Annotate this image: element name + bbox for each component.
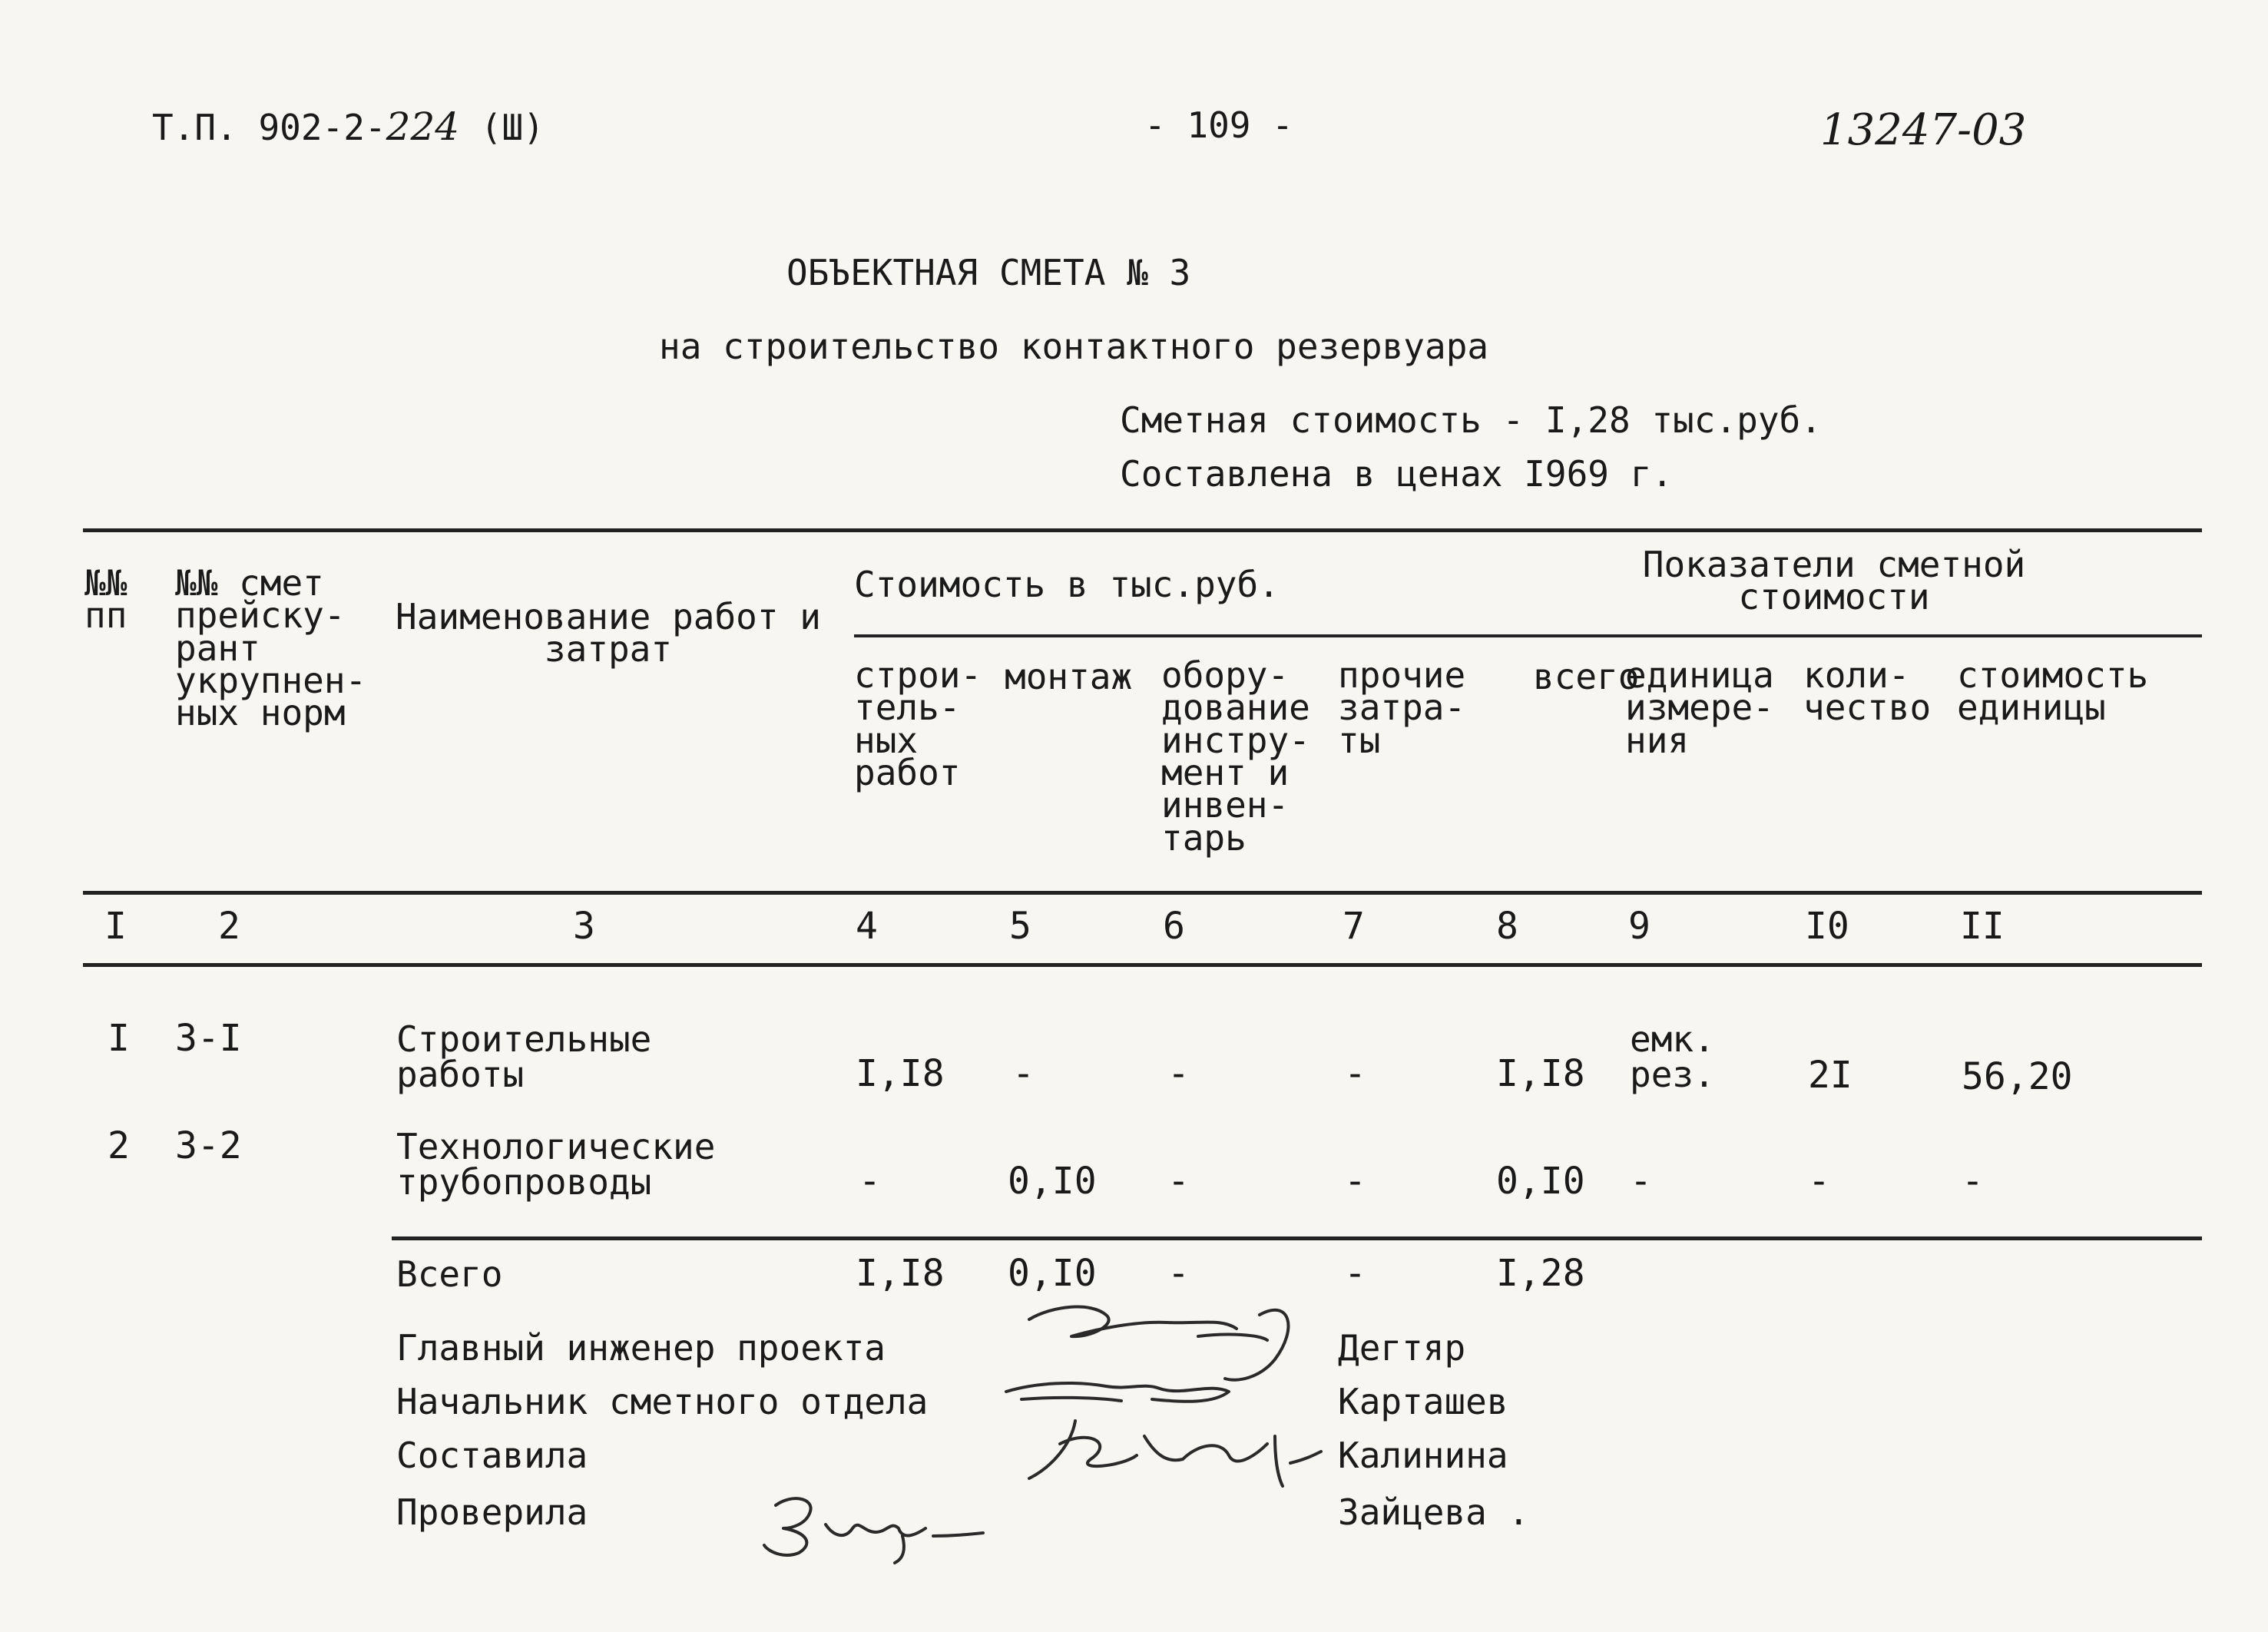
row-unit: -	[1630, 1160, 1652, 1203]
row-name-line1: Строительные	[396, 1018, 652, 1060]
row-name-line1: Технологические	[396, 1126, 716, 1167]
column-number: 4	[856, 905, 878, 948]
row-unit-cost: 56,20	[1962, 1055, 2073, 1098]
column-number: 5	[1009, 905, 1031, 948]
header-total: всего	[1533, 656, 1640, 697]
header-equipment: обору- дование инстру- мент и инвен- тарь	[1161, 654, 1310, 859]
header-indicators-group: Показатели сметной стоимости	[1642, 544, 2026, 618]
column-number: 8	[1496, 905, 1518, 948]
column-number: I	[104, 905, 127, 948]
total-other: -	[1344, 1252, 1366, 1295]
row-equipment: -	[1167, 1052, 1190, 1095]
header-quantity: коли- чество	[1803, 654, 1932, 729]
row-installation: 0,I0	[1008, 1160, 1097, 1203]
column-number: 3	[573, 905, 595, 948]
row-other: -	[1344, 1160, 1366, 1203]
total-equipment: -	[1167, 1252, 1190, 1295]
row-unit-line1: емк.	[1630, 1018, 1715, 1060]
row-total: I,I8	[1496, 1052, 1585, 1095]
signature-mark-estimate-head	[1006, 1383, 1229, 1402]
header-cost-group: Стоимость в тыс.руб.	[854, 564, 1280, 605]
header-construction: строи- тель- ных работ	[854, 654, 982, 793]
price-basis: Составлена в ценах I969 г.	[1120, 453, 1674, 495]
header-unit: единица измере- ния	[1625, 654, 1774, 761]
total-installation: 0,I0	[1008, 1252, 1097, 1295]
row-estimate: 3-2	[175, 1124, 242, 1167]
signature-name-estimate-head: Карташев	[1338, 1381, 1508, 1422]
document-code-prefix: Т.П. 902-2-	[152, 107, 386, 148]
header-other-costs: прочие затра- ты	[1338, 654, 1466, 761]
archive-number: 13247-03	[1820, 105, 2027, 155]
row-number: I	[108, 1017, 130, 1060]
row-name-line2: трубопроводы	[396, 1161, 652, 1203]
row-number: 2	[108, 1124, 130, 1167]
column-number: 7	[1343, 905, 1365, 948]
signature-name-compiled: Калинина	[1338, 1435, 1508, 1476]
row-unit-line2: рез.	[1630, 1054, 1715, 1095]
total-label: Всего	[396, 1253, 503, 1295]
row-other: -	[1344, 1052, 1366, 1095]
row-quantity: -	[1808, 1160, 1830, 1203]
signature-role-checked: Проверила	[396, 1491, 588, 1533]
signature-role-compiled: Составила	[396, 1435, 588, 1476]
document-title: ОБЪЕКТНАЯ СМЕТА № 3	[786, 252, 1191, 293]
row-total: 0,I0	[1496, 1160, 1585, 1203]
page-number: - 109 -	[1144, 104, 1293, 146]
signature-name-chief-engineer: Дегтяр	[1338, 1327, 1466, 1369]
row-name-line2: работы	[396, 1054, 525, 1095]
estimated-cost: Сметная стоимость - I,28 тыс.руб.	[1120, 399, 1822, 441]
row-construction: I,I8	[856, 1052, 945, 1095]
signature-mark-compiled	[1029, 1421, 1321, 1486]
column-number: 9	[1628, 905, 1651, 948]
total-construction: I,I8	[856, 1252, 945, 1295]
column-number: 6	[1163, 905, 1185, 948]
signature-mark-checked	[764, 1498, 983, 1563]
row-installation: -	[1012, 1052, 1035, 1095]
row-quantity: 2I	[1808, 1054, 1852, 1097]
row-equipment: -	[1167, 1160, 1190, 1203]
row-construction: -	[859, 1160, 881, 1203]
row-estimate: 3-I	[175, 1017, 242, 1060]
signature-role-estimate-head: Начальник сметного отдела	[396, 1381, 929, 1422]
document-code-handwritten: 224	[386, 104, 460, 149]
total-sum: I,28	[1496, 1252, 1585, 1295]
header-work-name: Наименование работ и затрат	[396, 596, 821, 670]
column-number: 2	[218, 905, 240, 948]
header-estimate-number: №№ смет прейску- рант укрупнен- ных норм	[175, 562, 367, 734]
row-unit-cost: -	[1962, 1160, 1984, 1203]
column-number: II	[1960, 905, 2005, 948]
signature-name-checked: Зайцева .	[1338, 1491, 1530, 1533]
document-subtitle: на строительство контактного резервуара	[659, 326, 1489, 367]
signature-role-chief-engineer: Главный инженер проекта	[396, 1327, 886, 1369]
header-unit-cost: стоимость единицы	[1957, 654, 2149, 729]
column-number: I0	[1805, 905, 1849, 948]
document-code-suffix: (Ш)	[480, 107, 545, 148]
header-row-number: №№ пп	[84, 562, 127, 637]
header-installation: монтаж	[1005, 656, 1133, 697]
signature-mark-chief-engineer	[1029, 1307, 1288, 1380]
